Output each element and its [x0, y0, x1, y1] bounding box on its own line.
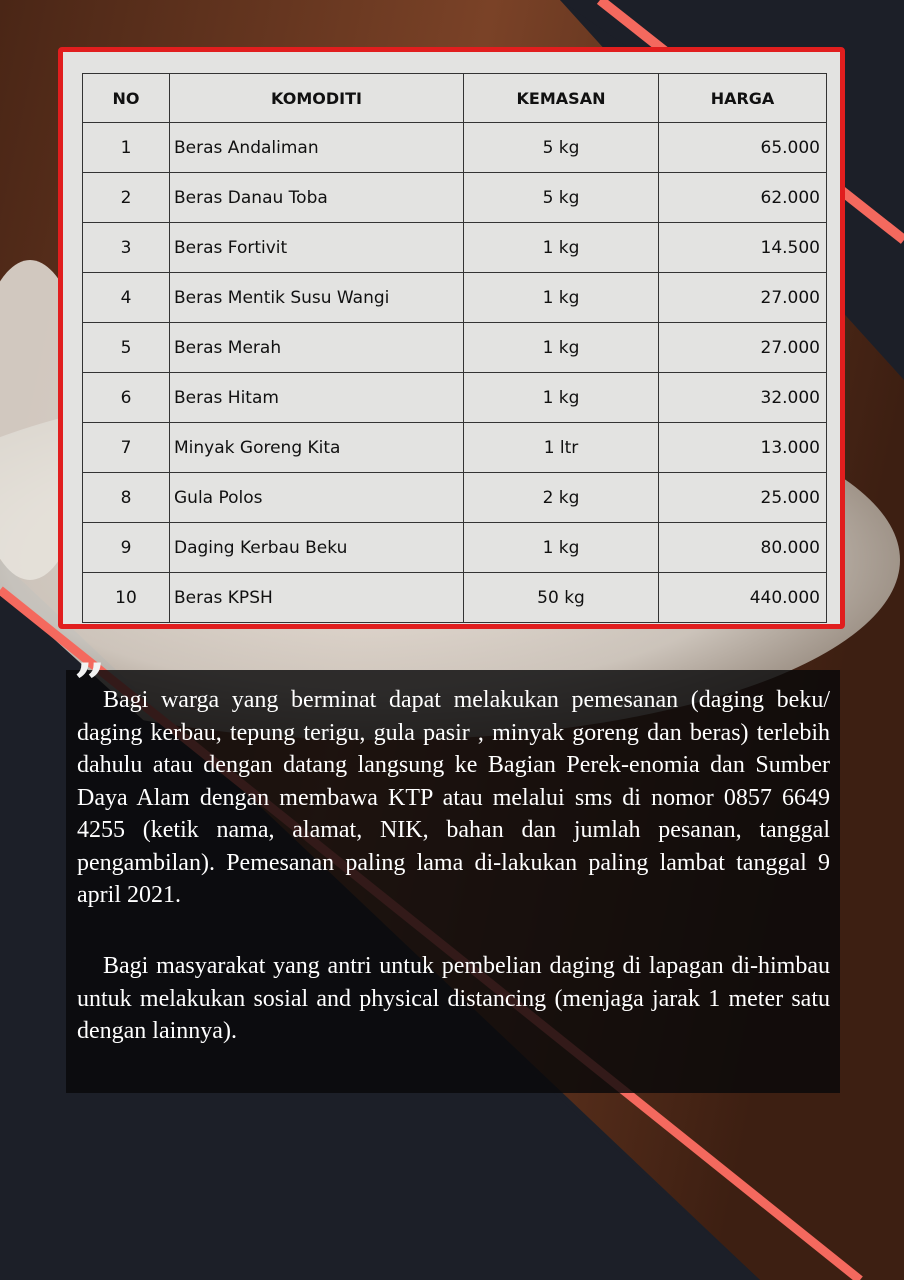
row-number: 4 [83, 273, 170, 323]
price: 32.000 [659, 373, 827, 423]
row-number: 1 [83, 123, 170, 173]
price: 65.000 [659, 123, 827, 173]
price: 27.000 [659, 273, 827, 323]
price: 62.000 [659, 173, 827, 223]
row-number: 10 [83, 573, 170, 623]
commodity-name: Gula Polos [170, 473, 464, 523]
table-row [83, 523, 827, 573]
table-row [83, 473, 827, 523]
table-row [83, 373, 827, 423]
table-row [83, 573, 827, 623]
row-number: 2 [83, 173, 170, 223]
commodity-name: Daging Kerbau Beku [170, 523, 464, 573]
table-header-row [83, 74, 827, 123]
commodity-name: Beras Andaliman [170, 123, 464, 173]
row-number: 3 [83, 223, 170, 273]
price: 13.000 [659, 423, 827, 473]
price: 27.000 [659, 323, 827, 373]
commodity-name: Beras KPSH [170, 573, 464, 623]
packaging: 5 kg [464, 123, 659, 173]
closing-quote-icon: ” [74, 651, 106, 715]
notice-paragraph-distancing: Bagi masyarakat yang antri untuk pembelian daging di lapagan di-himbau untuk melakukan sosial and physical distancing (menjaga jarak 1 meter satu dengan lainnya). [77, 953, 830, 1044]
packaging: 1 kg [464, 273, 659, 323]
row-number: 9 [83, 523, 170, 573]
header-packaging: KEMASAN [464, 74, 659, 123]
commodity-name: Beras Fortivit [170, 223, 464, 273]
packaging: 2 kg [464, 473, 659, 523]
table-row [83, 223, 827, 273]
commodity-name: Beras Danau Toba [170, 173, 464, 223]
table-row [83, 423, 827, 473]
table-row [83, 273, 827, 323]
table-row [83, 173, 827, 223]
notice-box [66, 651, 840, 1093]
commodity-name: Minyak Goreng Kita [170, 423, 464, 473]
price: 14.500 [659, 223, 827, 273]
price: 80.000 [659, 523, 827, 573]
commodity-name: Beras Mentik Susu Wangi [170, 273, 464, 323]
commodity-name: Beras Merah [170, 323, 464, 373]
commodity-name: Beras Hitam [170, 373, 464, 423]
packaging: 1 kg [464, 223, 659, 273]
packaging: 1 kg [464, 373, 659, 423]
row-number: 5 [83, 323, 170, 373]
table-row [83, 323, 827, 373]
price-table-frame [58, 47, 845, 629]
header-commodity: KOMODITI [170, 74, 464, 123]
packaging: 1 kg [464, 323, 659, 373]
header-no: NO [83, 74, 170, 123]
packaging: 1 ltr [464, 423, 659, 473]
header-price: HARGA [659, 74, 827, 123]
price: 25.000 [659, 473, 827, 523]
row-number: 6 [83, 373, 170, 423]
table-row [83, 123, 827, 173]
packaging: 1 kg [464, 523, 659, 573]
packaging: 5 kg [464, 173, 659, 223]
price-table [82, 73, 827, 623]
packaging: 50 kg [464, 573, 659, 623]
row-number: 7 [83, 423, 170, 473]
row-number: 8 [83, 473, 170, 523]
notice-paragraph-ordering: Bagi warga yang berminat dapat melakukan pemesanan (daging beku/ daging kerbau, tepung terigu, gula pasir , minyak goreng dan beras) terlebih dahulu atau dengan datang langsung ke Bagian Perek-enomia dan Sumber Daya Alam dengan membawa KTP atau melalui sms di nomor 0857 6649 4255 (ketik nama, alamat, NIK, bahan dan jumlah pesanan, tanggal pengambilan). Pemesanan paling lama di-lakukan paling lambat tanggal 9 april 2021. [77, 687, 830, 908]
price: 440.000 [659, 573, 827, 623]
